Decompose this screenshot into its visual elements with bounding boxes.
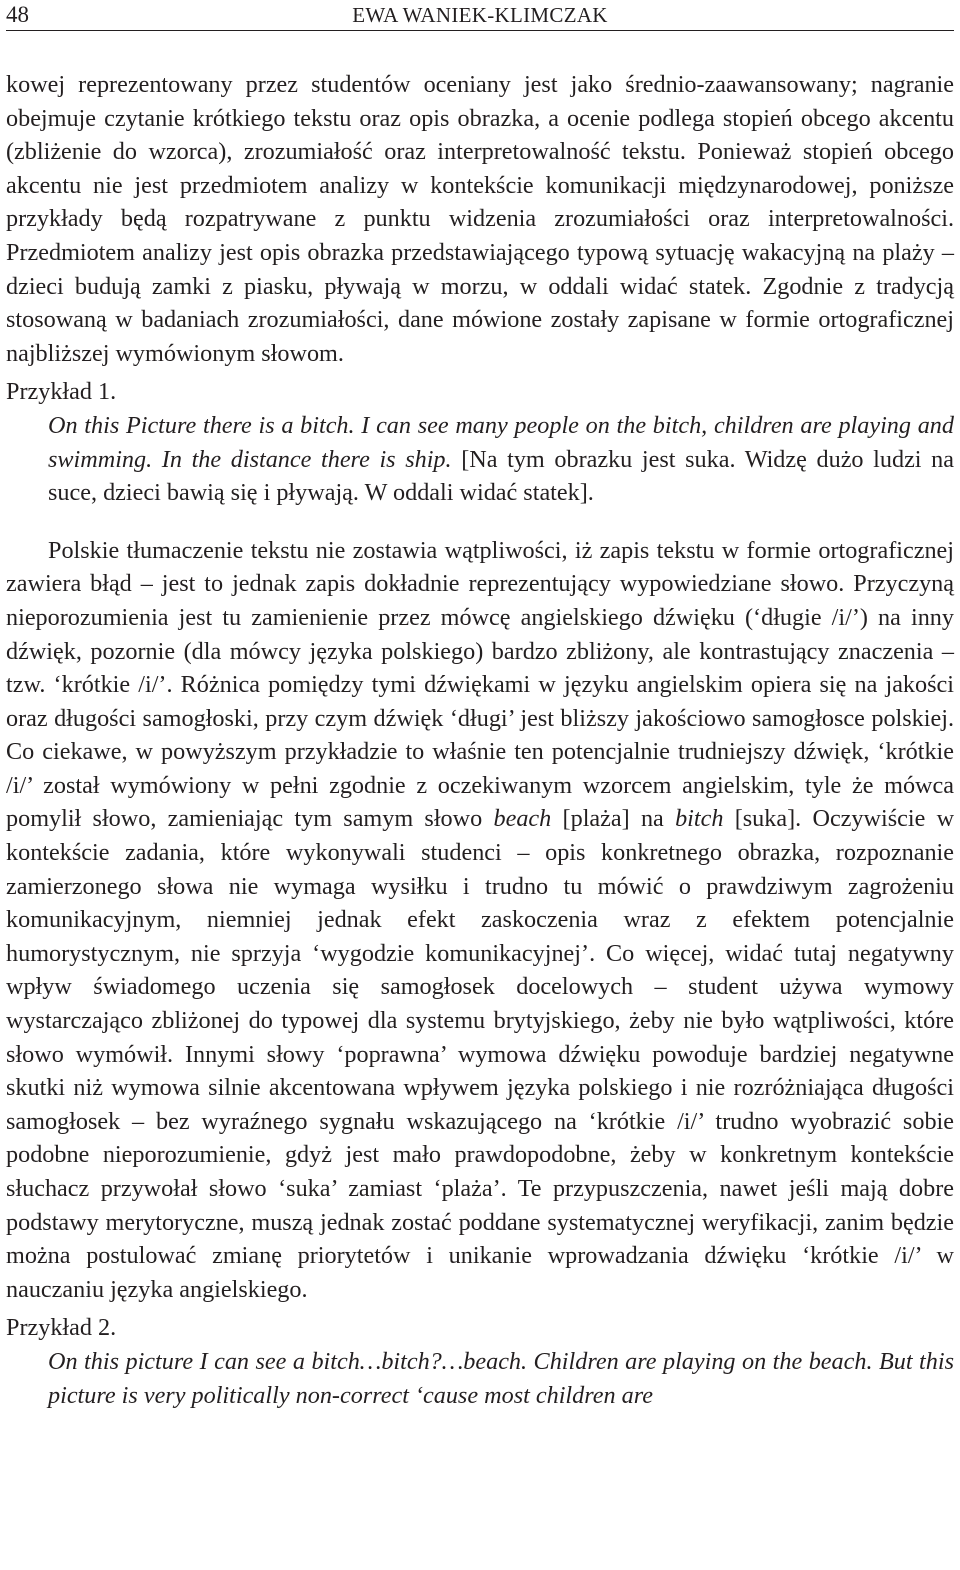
example-1-label: Przykład 1.: [6, 378, 117, 406]
example-2-english: On this picture I can see a bitch…bitch?…beach. Children are playing on the beach. But this picture is very politically non-correct ‘cause most children are: [48, 1347, 954, 1409]
word-bitch: bitch: [675, 805, 724, 833]
paragraph-gap: [6, 510, 954, 534]
running-head: EWA WANIEK-KLIMCZAK: [352, 3, 608, 27]
example-1-english: On this Picture there is a bitch. I can see many people on the bitch, children are playing and swimming. In the distance there is ship.: [48, 411, 954, 473]
example-1-translation: [Na tym obrazku jest suka. Widzę dużo ludzi na suce, dzieci bawią się i pływają. W oddali widać statek].: [48, 445, 954, 507]
paragraph-analysis-part-1: Polskie tłumaczenie tekstu nie zostawia wątpliwości, iż zapis tekstu w formie ortograficznej zawiera błąd – jest to jednak zapis dokładnie reprezentujący wypowiedziane słowo. Przyczyną nieporozumienia jest tu zamienienie przez mówcę angielskiego dźwięku (‘długie /i/’) na inny dźwięk, pozornie (dla mówcy języka polskiego) bardzo zbliżony, ale kontrastujący znaczenia – tzw. ‘krótkie /i/’. Różnica pomiędzy tymi dźwiękami w języku angielskim opiera się na jakości oraz długości samogłoski, przy czym dźwięk ‘długi’ jest bliższy jakościowo samogłosce polskiej. Co ciekawe, w powyższym przykładzie to właśnie ten potencjalnie trudniejszy dźwięk, ‘krótkie /i/’ został wymówiony w pełni zgodnie z oczekiwanym wzorcem angielskim, tyle że mówca pomylił słowo, zamieniając tym samym słowo: [6, 536, 954, 833]
example-2-quote: [6, 1345, 954, 1412]
word-beach: beach: [493, 805, 552, 833]
paragraph-analysis-part-3: [suka]. Oczywiście w kontekście zadania, które wykonywali studenci – opis konkretnego obrazka, rozpoznanie zamierzonego słowa nie wymaga wysiłku i trudno tu mówić o prawdziwym zagrożeniu komunikacyjnym, niemniej jednak efekt zaskoczenia wraz z efektem potencjalnie humorystycznym, nie sprzyja ‘wygodzie komunikacyjnej’. Co więcej, widać tutaj negatywny wpływ świadomego uczenia się samogłosek docelowych – student używa wymowy wystarczająco zbliżonej do typowej dla systemu brytyjskiego, żeby nie było wątpliwości, które słowo wymówił. Innymi słowy ‘poprawna’ wymowa dźwięku powoduje bardziej negatywne skutki niż wymowa silnie akcentowana wpływem języka polskiego i nie rozróżniająca długości samogłosek – bez wyraźnego sygnału wskazującego na ‘krótkie /i/’ trudno wyobrazić sobie podobne nieporozumienie, gdyż jest mało prawdopodobne, żeby w konkretnym kontekście słuchacz przywołał słowo ‘suka’ zamiast ‘plaża’. Te przypuszczenia, nawet jeśli mają dobre podstawy merytoryczne, muszą jednak zostać poddane systematycznej weryfikacji, zanim będzie można postulować zmianę priorytetów i unikanie wprowadzania dźwięku ‘krótkie /i/’ w nauczaniu języka angielskiego.: [6, 805, 955, 1303]
paragraph-continuation: kowej reprezentowany przez studentów oceniany jest jako średnio-zaawansowany; nagranie obejmuje czytanie krótkiego tekstu oraz opis obrazka, a ocenie podlega stopień obcego akcentu (zbliżenie do wzorca), zrozumiałość oraz interpretowalność tekstu. Ponieważ stopień obcego akcentu nie jest przedmiotem analizy w kontekście komunikacji międzynarodowej, poniższe przykłady będą rozpatrywane z punktu widzenia zrozumiałości oraz interpretowalności. Przedmiotem analizy jest opis obrazka przedstawiającego typową sytuację wakacyjną na plaży – dzieci budują zamki z piasku, pływają w morzu, w oddali widać statek. Zgodnie z tradycją stosowaną w badaniach zrozumiałości, dane mówione zostały zapisane w formie ortograficznej najbliższej wymówionym słowom.: [6, 71, 954, 367]
paragraph-analysis: [6, 534, 954, 1307]
page-body: [6, 68, 954, 1412]
page-number: 48: [6, 2, 29, 27]
page-header: [6, 0, 954, 31]
example-1-quote: [6, 409, 954, 510]
paragraph-analysis-part-2: [plaża] na: [562, 805, 664, 833]
example-2-label: Przykład 2.: [6, 1314, 117, 1342]
